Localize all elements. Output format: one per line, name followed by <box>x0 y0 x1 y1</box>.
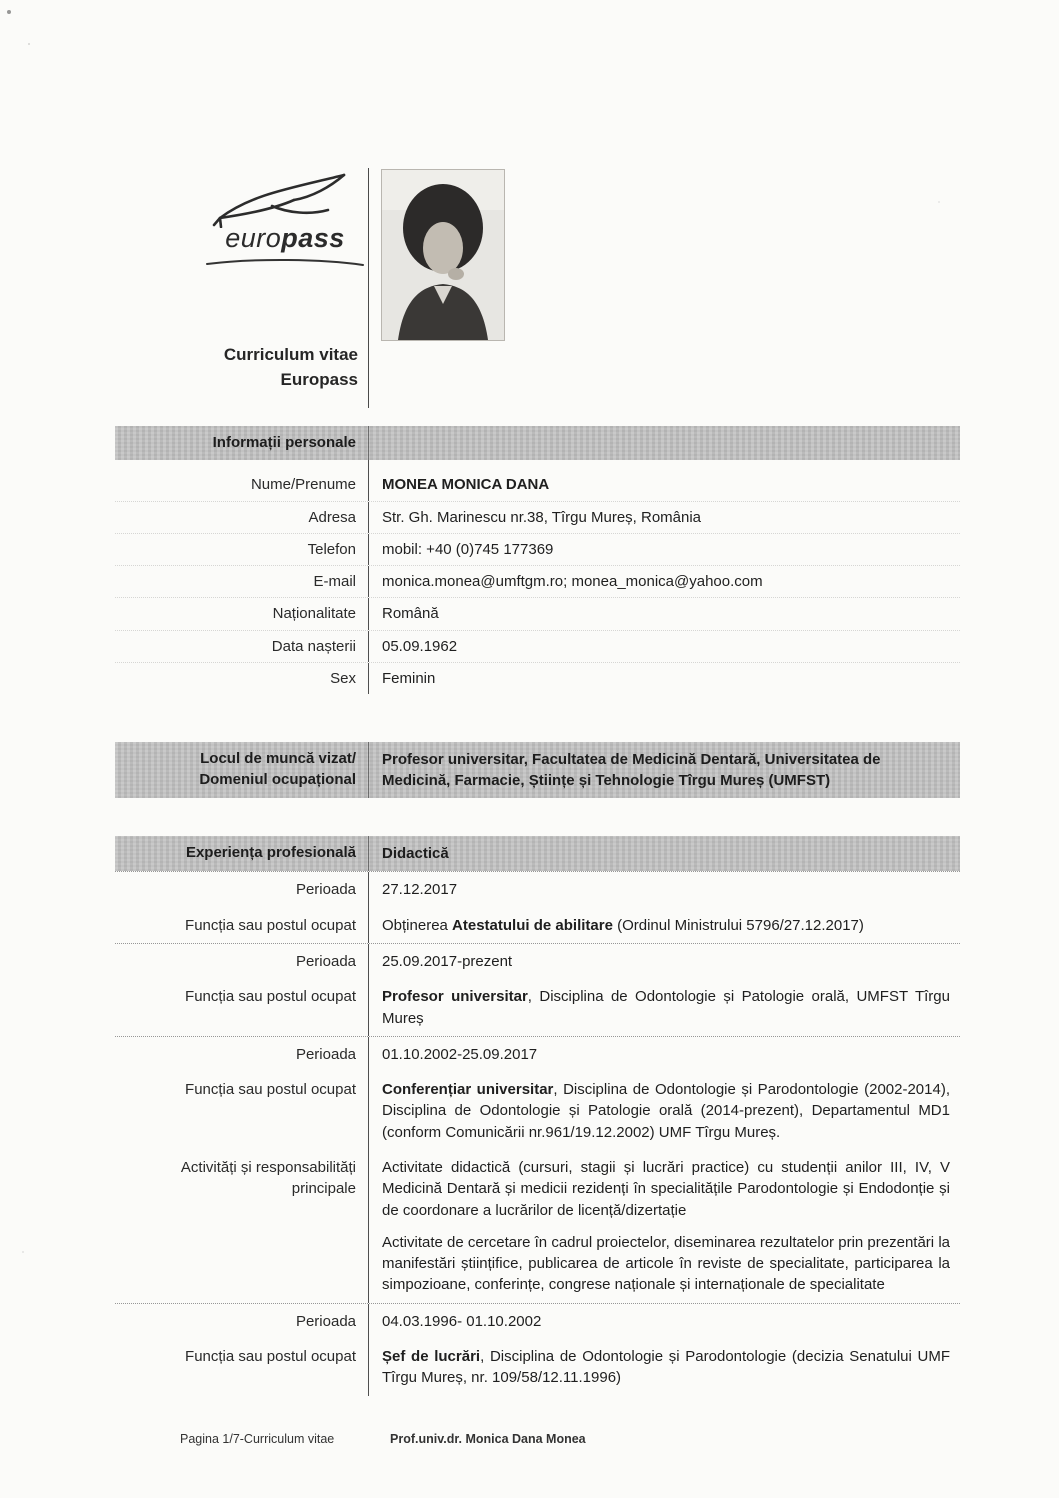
europass-logo <box>202 170 368 272</box>
section-personal-info-value <box>368 426 960 460</box>
section-job-target-bar <box>115 742 960 798</box>
field-value-phone: mobil: +40 (0)745 177369 <box>368 534 960 565</box>
footer-page-number: Pagina 1/7-Curriculum vitae <box>180 1432 335 1446</box>
experience-row-period-2 <box>115 943 960 979</box>
field-label-address: Adresa <box>308 508 356 526</box>
experience-row-activities <box>115 1150 960 1303</box>
experience-row-period-1 <box>115 871 960 907</box>
field-label-sex: Sex <box>330 670 356 688</box>
personal-info-table <box>115 460 960 694</box>
section-job-target-title <box>115 742 368 798</box>
field-label-phone: Telefon <box>307 540 356 558</box>
field-value-birthdate: 05.09.1962 <box>368 631 960 662</box>
field-value-period: 25.09.2017-prezent <box>368 944 960 979</box>
experience-row-period-4 <box>115 1303 960 1339</box>
logo-text <box>202 223 368 254</box>
field-value-position: Șef de lucrări, Disciplina de Odontologie și Parodontologie (decizia Senatului UMF Tîrgu Mureș, nr. 109/58/12.11.1996) <box>368 1339 960 1396</box>
section-personal-info-bar <box>115 426 960 460</box>
section-experience-title: Experiența profesională <box>185 844 356 862</box>
footer-author: Prof.univ.dr. Monica Dana Monea <box>390 1432 586 1446</box>
field-label-email: E-mail <box>313 573 356 591</box>
experience-row-position-1 <box>115 908 960 943</box>
activities-paragraph-1: Activitate didactică (cursuri, stagii și lucrări practice) cu studenții anilor III, IV, V Medicină Dentară și medicii rezidenți în specialitățile Parodontologie și Endodonție și de coordonare a lucrărilor de licență/dizertație <box>382 1159 950 1219</box>
field-label-period: Perioada <box>295 881 356 899</box>
section-job-target-value: Profesor universitar, Facultatea de Medicină Dentară, Universitatea de Medicină, Farmacie, Științe și Tehnologie Tîrgu Mureș (UMFST) <box>368 742 960 798</box>
field-label-activities: Activități și responsabilități principale <box>180 1159 356 1198</box>
field-label-period: Perioada <box>295 952 356 970</box>
logo-underline-stroke <box>205 257 365 267</box>
field-label-position: Funcția sau postul ocupat <box>185 988 356 1006</box>
experience-table <box>115 871 960 1395</box>
row-nationality <box>115 597 960 629</box>
row-sex <box>115 662 960 694</box>
experience-row-position-4 <box>115 1339 960 1396</box>
cv-title-line1: Curriculum vitae <box>223 345 358 364</box>
field-value-period: 04.03.1996- 01.10.2002 <box>368 1304 960 1339</box>
field-value-position: Profesor universitar, Disciplina de Odontologie și Patologie orală, UMFST Tîrgu Mureș <box>368 979 960 1036</box>
field-label-name: Nume/Prenume <box>250 476 356 494</box>
field-value-nationality: Română <box>368 598 960 629</box>
section-experience-bar <box>115 836 960 871</box>
field-value-activities <box>368 1150 960 1303</box>
row-name <box>115 460 960 500</box>
field-value-address: Str. Gh. Marinescu nr.38, Tîrgu Mureș, România <box>368 502 960 533</box>
field-label-position: Funcția sau postul ocupat <box>185 1081 356 1099</box>
field-label-period: Perioada <box>295 1045 356 1063</box>
cv-header <box>115 168 960 408</box>
field-value-email: monica.monea@umftgm.ro; monea_monica@yahoo.com <box>368 566 960 597</box>
job-target-label-line1: Locul de muncă vizat/ <box>200 750 356 768</box>
field-value-position: Conferențiar universitar, Disciplina de Odontologie și Parodontologie (2002-2014), Disciplina de Odontologie și Patologie orală (2014-prezent), Departamentul MD1 (conform Comunicării nr.961/19.12.2002) UMF Tîrgu Mureș. <box>368 1072 960 1150</box>
section-experience-value: Didactică <box>368 836 960 871</box>
field-label-nationality: Naționalitate <box>272 605 356 623</box>
field-value-period: 27.12.2017 <box>368 872 960 907</box>
logo-text-pass: pass <box>281 223 345 253</box>
swallow-bird-icon <box>210 170 360 228</box>
experience-row-period-3 <box>115 1036 960 1072</box>
cv-title <box>224 343 358 392</box>
job-target-label-line2: Domeniul ocupațional <box>199 770 356 788</box>
field-label-position: Funcția sau postul ocupat <box>185 916 356 934</box>
experience-row-position-2 <box>115 979 960 1036</box>
cv-title-line2: Europass <box>280 369 358 389</box>
field-value-position: Obținerea Atestatului de abilitare (Ordinul Ministrului 5796/27.12.2017) <box>368 908 960 943</box>
row-email <box>115 565 960 597</box>
field-value-period: 01.10.2002-25.09.2017 <box>368 1037 960 1072</box>
section-personal-info-title: Informații personale <box>212 434 356 451</box>
portrait-photo <box>382 170 504 340</box>
field-label-birthdate: Data nașterii <box>271 637 356 655</box>
field-value-sex: Feminin <box>368 663 960 694</box>
experience-row-position-3 <box>115 1072 960 1150</box>
field-value-name: MONEA MONICA DANA <box>368 460 960 500</box>
activities-paragraph-2: Activitate de cercetare în cadrul proiectelor, diseminarea rezultatelor prin prezentări la manifestări științifice, publicarea de articole în reviste de specialitate, participarea la simpozioane, conferințe, congrese naționale și internaționale de specialitate <box>382 1233 950 1294</box>
field-label-position: Funcția sau postul ocupat <box>185 1348 356 1366</box>
logo-text-euro: euro <box>225 223 282 253</box>
field-label-period: Perioada <box>295 1312 356 1330</box>
row-address <box>115 501 960 533</box>
row-phone <box>115 533 960 565</box>
row-birthdate <box>115 630 960 662</box>
